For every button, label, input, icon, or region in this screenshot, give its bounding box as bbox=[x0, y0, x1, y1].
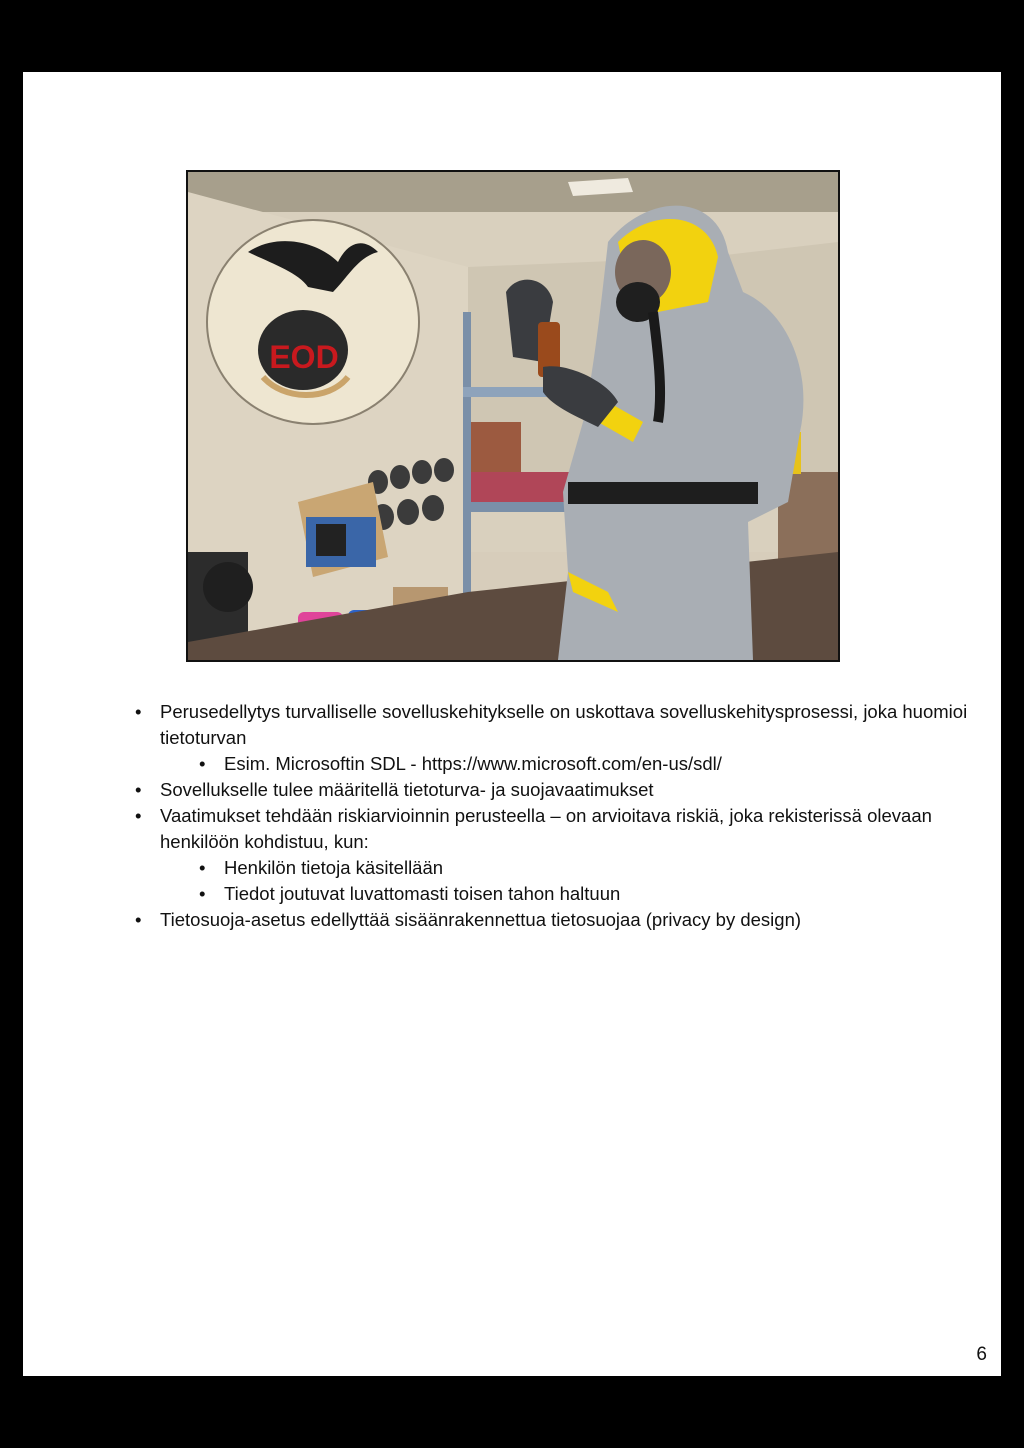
bullet-marker: • bbox=[199, 857, 206, 878]
list-item bbox=[23, 907, 1001, 933]
list-item bbox=[23, 855, 1001, 881]
list-item bbox=[23, 751, 1001, 777]
list-item bbox=[23, 699, 1001, 751]
bullet-marker: • bbox=[199, 753, 206, 774]
document-page bbox=[23, 72, 1001, 1376]
hazmat-photo bbox=[186, 170, 840, 662]
photo-illustration bbox=[188, 172, 838, 660]
bullet-marker: • bbox=[135, 779, 142, 800]
bullet-marker: • bbox=[135, 805, 142, 826]
bullet-marker: • bbox=[135, 701, 142, 722]
list-item-text: Tietosuoja-asetus edellyttää sisäänrakennettua tietosuojaa (privacy by design) bbox=[160, 909, 802, 930]
eod-emblem bbox=[207, 220, 419, 424]
list-item-text: Henkilön tietoja käsitellään bbox=[224, 857, 444, 878]
bullet-list bbox=[23, 699, 1001, 933]
page-number: 6 bbox=[976, 1344, 987, 1365]
list-item bbox=[23, 881, 1001, 907]
list-item bbox=[23, 803, 1001, 855]
bullet-marker: • bbox=[135, 909, 142, 930]
list-item-text: Sovellukselle tulee määritellä tietoturva- ja suojavaatimukset bbox=[160, 779, 654, 800]
emblem-label: EOD bbox=[269, 339, 339, 375]
list-item-text: Vaatimukset tehdään riskiarvioinnin perusteella – on arvioitava riskiä, joka rekisterissä olevaan henkilöön kohdistuu, kun: bbox=[160, 805, 932, 852]
bullet-marker: • bbox=[199, 883, 206, 904]
list-item-text: Tiedot joutuvat luvattomasti toisen tahon haltuun bbox=[224, 883, 621, 904]
list-item bbox=[23, 777, 1001, 803]
list-item-text: Esim. Microsoftin SDL - https://www.microsoft.com/en-us/sdl/ bbox=[224, 753, 722, 774]
list-item-text: Perusedellytys turvalliselle sovelluskehitykselle on uskottava sovelluskehitysprosessi, joka huomioi tietoturvan bbox=[160, 701, 968, 748]
